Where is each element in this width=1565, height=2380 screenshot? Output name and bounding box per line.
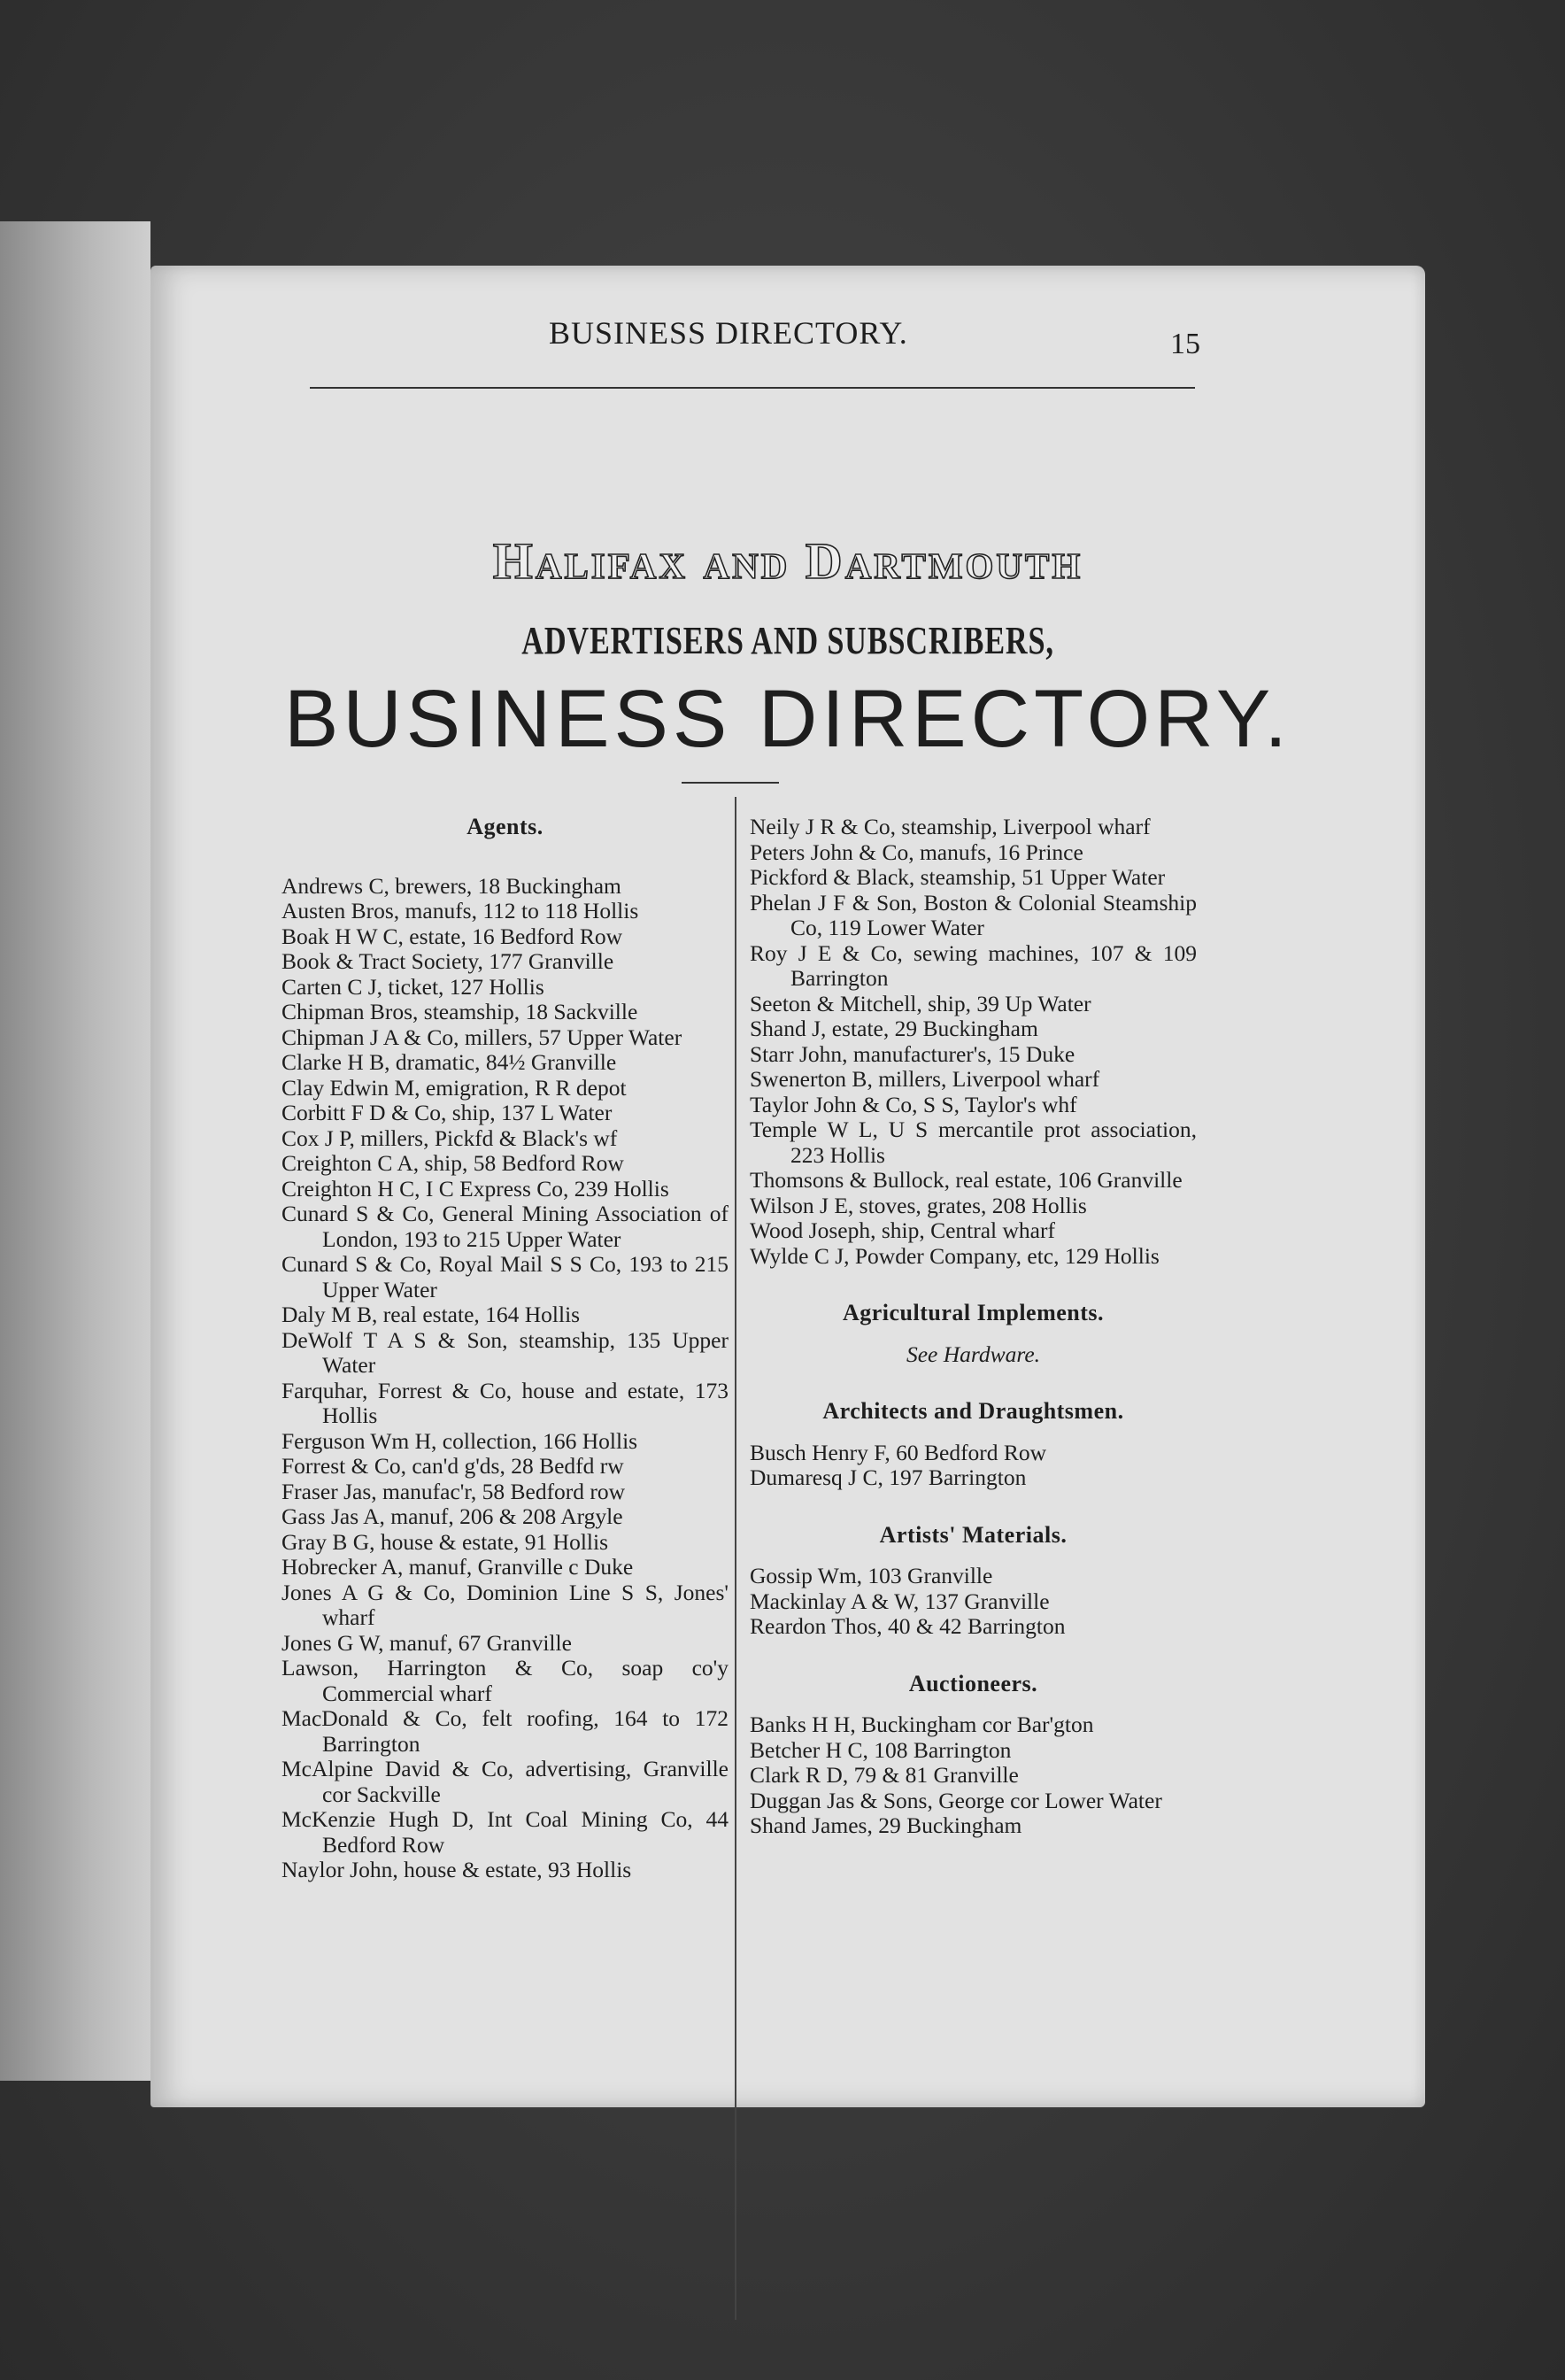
list-item: Busch Henry F, 60 Bedford Row (750, 1439, 1047, 1465)
list-item: Corbitt F D & Co, ship, 137 L Water (281, 1100, 613, 1125)
list-item: Taylor John & Co, S S, Taylor's whf (750, 1091, 1077, 1117)
list-item: Swenerton B, millers, Liverpool wharf (750, 1066, 1100, 1092)
list-item: Fraser Jas, manufac'r, 58 Bedford row (281, 1478, 626, 1504)
list-item: Temple W L, U S mercantile prot association, 223 Hollis (750, 1117, 1197, 1168)
list-item: McAlpine David & Co, advertising, Granville cor Sackville (281, 1756, 729, 1807)
list-item: Hobrecker A, manuf, Granville c Duke (281, 1554, 634, 1580)
list-item: Duggan Jas & Sons, George cor Lower Water (750, 1787, 1162, 1813)
list-item: Phelan J F & Son, Boston & Colonial Steamship Co, 119 Lower Water (750, 889, 1197, 940)
list-item: MacDonald & Co, felt roofing, 164 to 172 Barrington (281, 1705, 729, 1757)
list-item: Gray B G, house & estate, 91 Hollis (281, 1528, 608, 1555)
header-rule (310, 387, 1195, 389)
right-column (750, 815, 1197, 1839)
facing-page-edge (0, 221, 150, 2081)
list-item: Cox J P, millers, Pickfd & Black's wf (281, 1124, 618, 1151)
list-item: Shand J, estate, 29 Buckingham (750, 1016, 1038, 1041)
list-item: Gass Jas A, manuf, 206 & 208 Argyle (281, 1503, 623, 1529)
list-item: Book & Tract Society, 177 Granville (281, 948, 614, 974)
list-item: Reardon Thos, 40 & 42 Barrington (750, 1613, 1066, 1639)
directory-page (150, 266, 1425, 2107)
section-heading-agricultural-implements: Agricultural Implements. (842, 1300, 1105, 1325)
list-item: Pickford & Black, steamship, 51 Upper Water (750, 864, 1166, 890)
list-item: McKenzie Hugh D, Int Coal Mining Co, 44 Bedford Row (281, 1806, 729, 1858)
title-advertisers-subscribers: ADVERTISERS AND SUBSCRIBERS, (521, 619, 1054, 662)
list-item: Daly M B, real estate, 164 Hollis (281, 1302, 581, 1327)
list-item: Andrews C, brewers, 18 Buckingham (281, 872, 621, 899)
list-item: Chipman J A & Co, millers, 57 Upper Water (281, 1024, 682, 1050)
list-item: Cunard S & Co, Royal Mail S S Co, 193 to 215 Upper Water (281, 1251, 729, 1302)
agents-list (281, 874, 729, 1883)
list-item: Starr John, manufacturer's, 15 Duke (750, 1040, 1075, 1067)
list-item: Neily J R & Co, steamship, Liverpool wharf (750, 814, 1151, 839)
list-item: Wilson J E, stoves, grates, 208 Hollis (750, 1192, 1087, 1218)
list-item: Jones G W, manuf, 67 Granville (281, 1629, 572, 1656)
list-item: Ferguson Wm H, collection, 166 Hollis (281, 1427, 638, 1454)
page-number: 15 (1170, 328, 1200, 360)
list-item: Creighton C A, ship, 58 Bedford Row (281, 1150, 624, 1176)
list-item: Chipman Bros, steamship, 18 Sackville (281, 999, 638, 1024)
list-item: Naylor John, house & estate, 93 Hollis (281, 1857, 632, 1882)
section-heading-architects: Architects and Draughtsmen. (822, 1398, 1124, 1424)
list-item: Dumaresq J C, 197 Barrington (750, 1464, 1027, 1490)
list-item: Thomsons & Bullock, real estate, 106 Granville (750, 1167, 1183, 1193)
list-item: Wylde C J, Powder Company, etc, 129 Hollis (750, 1242, 1160, 1269)
section-heading-artists-materials: Artists' Materials. (879, 1521, 1068, 1548)
list-item: Forrest & Co, can'd g'ds, 28 Bedfd rw (281, 1453, 624, 1479)
list-item: Austen Bros, manufs, 112 to 118 Hollis (281, 898, 639, 923)
section-heading-agents: Agents. (466, 814, 544, 839)
list-item: DeWolf T A S & Son, steamship, 135 Upper Water (281, 1326, 729, 1378)
list-item: Wood Joseph, ship, Central wharf (750, 1217, 1055, 1243)
title-halifax-dartmouth: Halifax and Dartmouth (492, 532, 1083, 590)
list-item: Clark R D, 79 & 81 Granville (750, 1762, 1019, 1788)
agents-continued-list (750, 815, 1197, 1269)
list-item: Cunard S & Co, General Mining Association of London, 193 to 215 Upper Water (281, 1201, 729, 1252)
list-item: Peters John & Co, manufs, 16 Prince (750, 838, 1083, 865)
auctioneers-list (750, 1712, 1197, 1839)
column-divider (735, 797, 736, 2320)
title-business-directory: BUSINESS DIRECTORY. (284, 674, 1291, 764)
list-item: Farquhar, Forrest & Co, house and estate, 173 Hollis (281, 1377, 729, 1428)
list-item: Seeton & Mitchell, ship, 39 Up Water (750, 990, 1091, 1016)
architects-list (750, 1441, 1197, 1491)
list-item: Mackinlay A & W, 137 Granville (750, 1588, 1050, 1614)
list-item: Carten C J, ticket, 127 Hollis (281, 973, 544, 1000)
artists-materials-list (750, 1564, 1197, 1640)
list-item: Betcher H C, 108 Barrington (750, 1736, 1012, 1763)
list-item: Jones A G & Co, Dominion Line S S, Jones' wharf (281, 1579, 729, 1630)
list-item: Shand James, 29 Buckingham (750, 1812, 1022, 1838)
list-item: Creighton H C, I C Express Co, 239 Hollis (281, 1175, 669, 1202)
title-rule (682, 782, 779, 784)
list-item: Clarke H B, dramatic, 84½ Granville (281, 1049, 617, 1075)
list-item: Gossip Wm, 103 Granville (750, 1563, 993, 1588)
list-item: Clay Edwin M, emigration, R R depot (281, 1074, 627, 1101)
list-item: Lawson, Harrington & Co, soap co'y Commercial wharf (281, 1655, 729, 1706)
list-item: Boak H W C, estate, 16 Bedford Row (281, 923, 623, 949)
left-column (281, 815, 729, 1883)
list-item: Banks H H, Buckingham cor Bar'gton (750, 1712, 1094, 1737)
section-heading-auctioneers: Auctioneers. (908, 1670, 1038, 1696)
list-item: Roy J E & Co, sewing machines, 107 & 109 Barrington (750, 939, 1197, 991)
running-header: BUSINESS DIRECTORY. (549, 315, 908, 351)
cross-reference-note: See Hardware. (906, 1341, 1041, 1367)
